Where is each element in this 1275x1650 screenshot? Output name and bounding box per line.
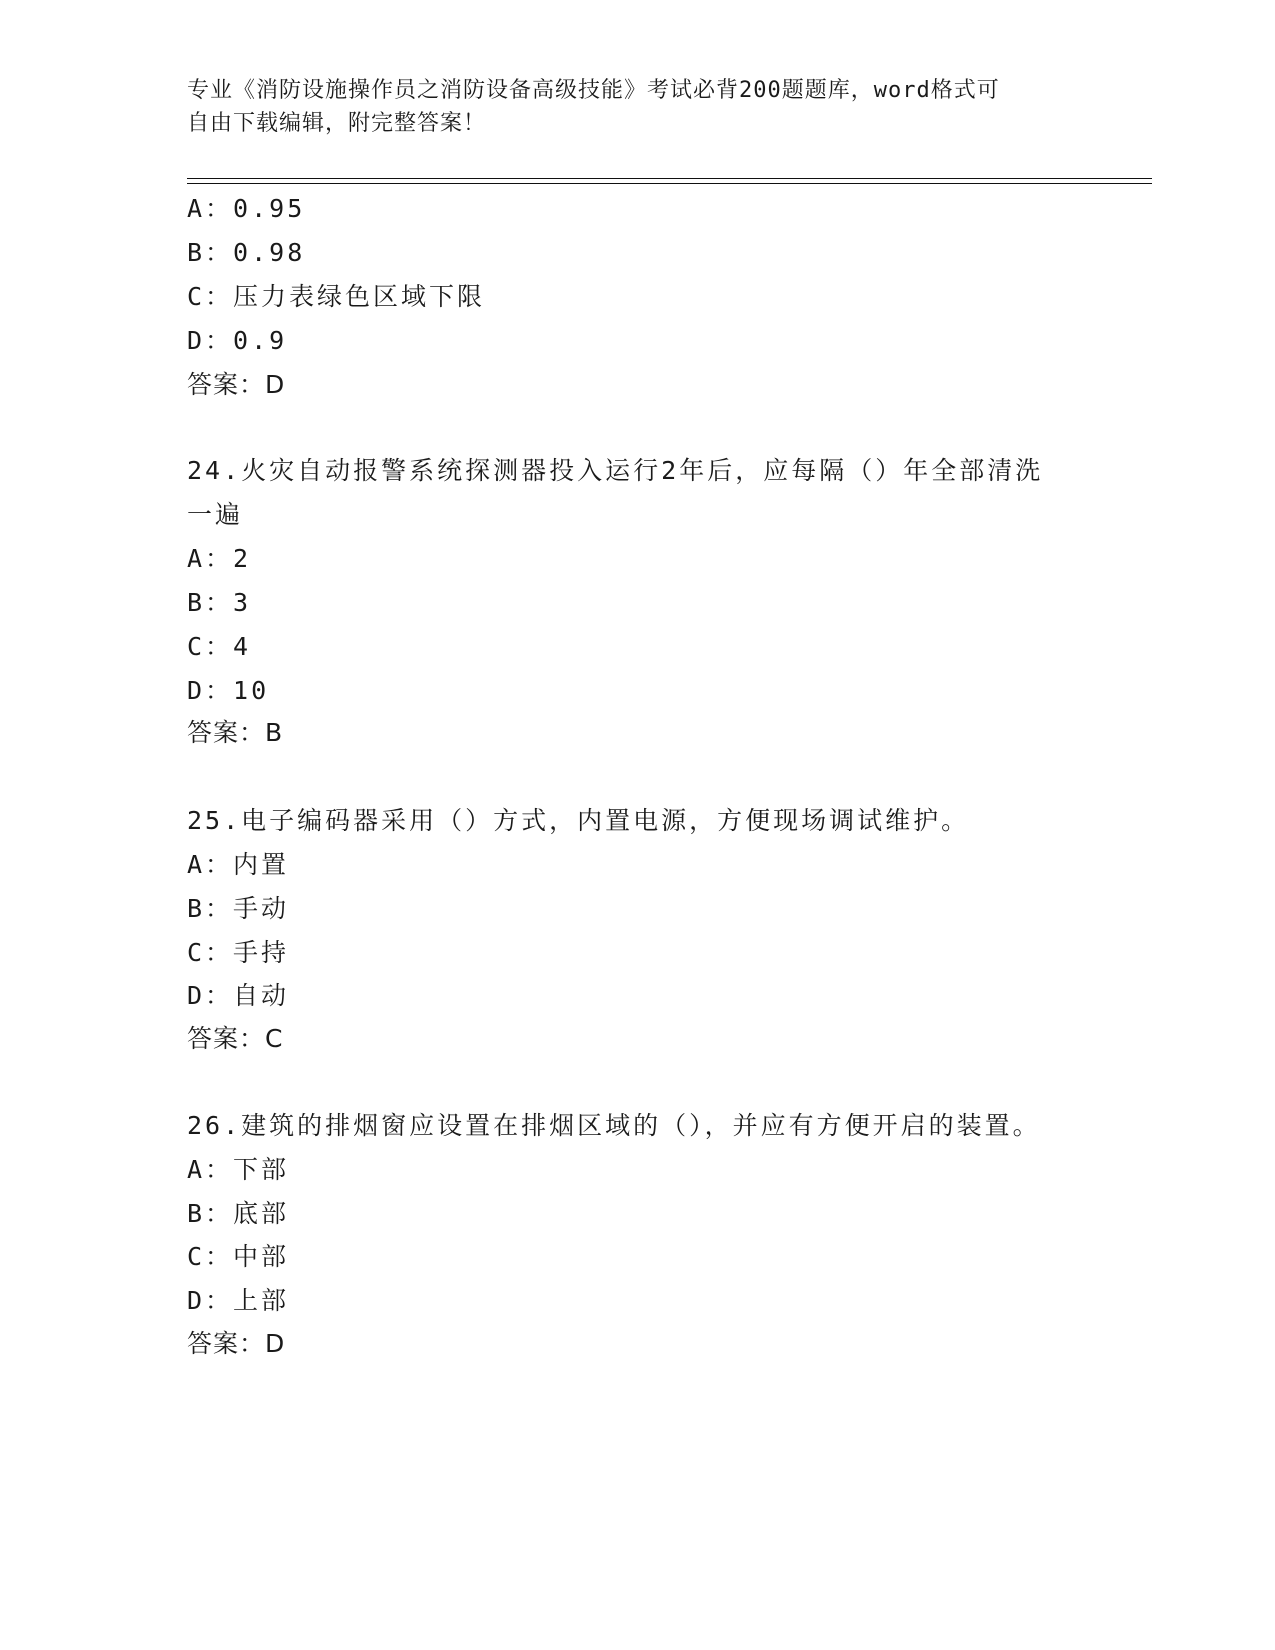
q23-option-a: A：0.95 [187,194,306,223]
header-divider-top [187,178,1152,179]
q23-option-d: D：0.9 [187,326,288,355]
q26-option-c: C：中部 [187,1242,290,1271]
q24-option-c: C：4 [187,632,252,661]
q24-answer: 答案：B [187,718,284,747]
q25-stem: 25.电子编码器采用（）方式，内置电源，方便现场调试维护。 [187,806,970,835]
q24-option-a: A：2 [187,544,252,573]
q25-option-a: A：内置 [187,850,290,879]
header-divider-bottom [187,183,1152,184]
header-line-2: 自由下载编辑，附完整答案！ [187,111,487,136]
q25-option-b: B：手动 [187,894,290,923]
q25-option-c: C：手持 [187,938,290,967]
q23-option-b: B：0.98 [187,238,306,267]
q26-answer: 答案：D [187,1329,286,1358]
document-header [187,74,1087,140]
q24-option-b: B：3 [187,588,252,617]
q26-option-a: A：下部 [187,1155,290,1184]
q26-option-b: B：底部 [187,1199,290,1228]
q24-option-d: D：10 [187,676,270,705]
q25-option-d: D：自动 [187,981,290,1010]
q23-answer: 答案：D [187,370,286,399]
q25-answer: 答案：C [187,1024,284,1053]
q24-stem-line-2: 一遍 [187,500,244,529]
header-line-1: 专业《消防设施操作员之消防设备高级技能》考试必背200题题库，word格式可 [187,78,1000,103]
q24-stem-line-1: 24.火灾自动报警系统探测器投入运行2年后，应每隔（）年全部清洗 [187,456,1044,485]
q26-option-d: D：上部 [187,1286,290,1315]
q26-stem: 26.建筑的排烟窗应设置在排烟区域的（），并应有方便开启的装置。 [187,1111,1041,1140]
q23-option-c: C：压力表绿色区域下限 [187,282,486,311]
